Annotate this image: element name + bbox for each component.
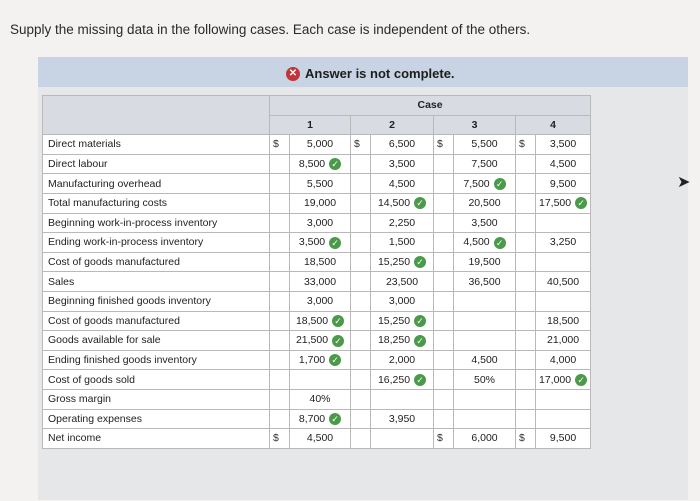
currency-cell <box>351 311 371 331</box>
case-1-input[interactable] <box>290 350 351 370</box>
case-4-input[interactable] <box>536 331 591 351</box>
case-4-input[interactable] <box>536 291 591 311</box>
check-icon: ✓ <box>575 374 587 386</box>
case-2-input[interactable] <box>371 154 434 174</box>
case-1-input[interactable] <box>290 233 351 253</box>
currency-cell <box>434 291 454 311</box>
cell-value: 40,500 <box>547 275 580 288</box>
case-2-input[interactable] <box>371 311 434 331</box>
case-4-input[interactable] <box>536 233 591 253</box>
row-label: Cost of goods sold <box>43 370 270 390</box>
case-1-input[interactable] <box>290 370 351 390</box>
table-row <box>43 154 591 174</box>
cell-value: 40% <box>309 393 331 406</box>
cell-value: 18,500 <box>303 256 337 269</box>
case-3-input[interactable] <box>454 193 516 213</box>
case-2-input[interactable] <box>371 389 434 409</box>
cell-value: 3,500 <box>471 216 498 229</box>
table-row <box>43 429 591 449</box>
check-icon: ✓ <box>414 197 426 209</box>
cell-value: 20,500 <box>468 197 501 210</box>
currency-cell <box>516 370 536 390</box>
case-2-input[interactable] <box>371 135 434 155</box>
mouse-pointer-icon: ➤ <box>677 174 691 191</box>
currency-cell <box>434 252 454 272</box>
cell-value: 2,000 <box>388 354 416 367</box>
cell-value: 15,250 <box>377 314 411 327</box>
currency-cell <box>270 193 290 213</box>
check-icon: ✓ <box>494 178 506 190</box>
case-1-input[interactable] <box>290 389 351 409</box>
case-1-input[interactable] <box>290 252 351 272</box>
case-1-input[interactable] <box>290 291 351 311</box>
row-label: Direct labour <box>43 154 270 174</box>
currency-cell <box>270 272 290 292</box>
cell-value: 18,500 <box>547 314 580 327</box>
case-1-input[interactable] <box>290 135 351 155</box>
check-icon: ✓ <box>329 413 341 425</box>
case-4-input[interactable] <box>536 213 591 233</box>
currency-cell <box>351 193 371 213</box>
header-case: Case <box>270 96 591 116</box>
cell-value: 4,500 <box>549 158 577 171</box>
cell-value: 33,000 <box>303 275 337 288</box>
cell-value: 18,250 <box>377 334 411 347</box>
cell-value: 18,500 <box>295 314 329 327</box>
row-label: Ending work-in-process inventory <box>43 233 270 253</box>
case-2-input[interactable] <box>371 429 434 449</box>
currency-cell <box>516 389 536 409</box>
cell-value: 9,500 <box>549 432 577 445</box>
currency-cell <box>351 233 371 253</box>
table-row <box>43 213 591 233</box>
currency-cell <box>270 370 290 390</box>
case-3-input[interactable] <box>454 291 516 311</box>
currency-cell: $ <box>434 135 454 155</box>
check-icon: ✓ <box>329 237 341 249</box>
case-4-input[interactable] <box>536 154 591 174</box>
currency-cell <box>434 370 454 390</box>
row-label: Ending finished goods inventory <box>43 350 270 370</box>
currency-cell: $ <box>434 429 454 449</box>
currency-cell <box>270 409 290 429</box>
currency-cell <box>516 213 536 233</box>
case-1-input[interactable] <box>290 331 351 351</box>
row-label: Beginning work-in-process inventory <box>43 213 270 233</box>
currency-cell <box>516 252 536 272</box>
cell-value: 8,500 <box>298 157 326 170</box>
case-1-input[interactable] <box>290 311 351 331</box>
case-2-input[interactable] <box>371 193 434 213</box>
cell-value: 17,500 <box>539 197 572 210</box>
answer-status-text: Answer is not complete. <box>305 66 455 81</box>
case-3-input[interactable] <box>454 409 516 429</box>
case-2-input[interactable] <box>371 291 434 311</box>
case-1-input[interactable] <box>290 409 351 429</box>
check-icon: ✓ <box>414 256 426 268</box>
case-4-input[interactable] <box>536 252 591 272</box>
case-4-input[interactable] <box>536 429 591 449</box>
currency-cell <box>351 252 371 272</box>
table-row <box>43 252 591 272</box>
currency-cell <box>270 331 290 351</box>
case-4-input[interactable] <box>536 193 591 213</box>
cell-value: 6,000 <box>471 432 498 445</box>
table-row <box>43 311 591 331</box>
case-4-input[interactable] <box>536 135 591 155</box>
case-4-input[interactable] <box>536 370 591 390</box>
case-2-input[interactable] <box>371 350 434 370</box>
currency-cell <box>351 350 371 370</box>
currency-cell <box>434 272 454 292</box>
case-1-input[interactable] <box>290 174 351 194</box>
case-2-input[interactable] <box>371 331 434 351</box>
currency-cell <box>516 409 536 429</box>
instructions-text: Supply the missing data in the following cases. Each case is independent of the others. <box>10 22 531 37</box>
currency-cell <box>351 272 371 292</box>
case-4-header: 4 <box>516 115 591 135</box>
currency-cell <box>270 213 290 233</box>
case-2-input[interactable] <box>371 233 434 253</box>
currency-cell <box>270 252 290 272</box>
cell-value: 4,500 <box>306 432 334 445</box>
cell-value: 3,000 <box>306 216 334 229</box>
table-row <box>43 233 591 253</box>
currency-cell <box>270 311 290 331</box>
case-2-input[interactable] <box>371 370 434 390</box>
currency-cell <box>351 213 371 233</box>
currency-cell <box>270 174 290 194</box>
cell-value: 5,500 <box>471 138 498 151</box>
case-4-input[interactable] <box>536 311 591 331</box>
case-3-input[interactable] <box>454 311 516 331</box>
check-icon: ✓ <box>329 354 341 366</box>
case-3-header: 3 <box>434 115 516 135</box>
currency-cell <box>434 389 454 409</box>
currency-cell <box>270 389 290 409</box>
currency-cell: $ <box>351 135 371 155</box>
cell-value: 19,500 <box>468 256 501 269</box>
currency-cell: $ <box>270 135 290 155</box>
currency-cell <box>434 409 454 429</box>
currency-cell <box>516 174 536 194</box>
case-3-input[interactable] <box>454 389 516 409</box>
currency-cell <box>516 331 536 351</box>
currency-cell <box>434 311 454 331</box>
case-2-input[interactable] <box>371 409 434 429</box>
cell-value: 36,500 <box>468 275 501 288</box>
row-label: Beginning finished goods inventory <box>43 291 270 311</box>
table-row <box>43 389 591 409</box>
row-label: Direct materials <box>43 135 270 155</box>
currency-cell <box>351 429 371 449</box>
case-3-input[interactable] <box>454 154 516 174</box>
row-label: Total manufacturing costs <box>43 193 270 213</box>
currency-cell <box>351 291 371 311</box>
check-icon: ✓ <box>414 315 426 327</box>
cell-value: 5,000 <box>306 138 334 151</box>
case-3-input[interactable] <box>454 429 516 449</box>
cell-value: 6,500 <box>388 138 416 151</box>
currency-cell <box>516 272 536 292</box>
currency-cell <box>351 174 371 194</box>
check-icon: ✓ <box>332 335 344 347</box>
currency-cell <box>351 409 371 429</box>
currency-cell <box>270 154 290 174</box>
currency-cell <box>516 291 536 311</box>
currency-cell <box>434 233 454 253</box>
case-3-input[interactable] <box>454 272 516 292</box>
case-3-input[interactable] <box>454 135 516 155</box>
currency-cell <box>434 174 454 194</box>
currency-cell <box>434 331 454 351</box>
cell-value: 15,250 <box>377 255 411 268</box>
cell-value: 23,500 <box>385 275 419 288</box>
case-3-input[interactable] <box>454 213 516 233</box>
case-4-input[interactable] <box>536 272 591 292</box>
cell-value: 3,500 <box>388 158 416 171</box>
table-row <box>43 272 591 292</box>
table-row <box>43 331 591 351</box>
row-label: Operating expenses <box>43 409 270 429</box>
case-1-input[interactable] <box>290 193 351 213</box>
currency-cell <box>434 154 454 174</box>
check-icon: ✓ <box>329 158 341 170</box>
case-1-input[interactable] <box>290 213 351 233</box>
check-icon: ✓ <box>414 374 426 386</box>
case-1-input[interactable] <box>290 272 351 292</box>
currency-cell <box>351 389 371 409</box>
cell-value: 3,000 <box>388 295 416 308</box>
case-2-input[interactable] <box>371 174 434 194</box>
cell-value: 4,500 <box>471 354 498 367</box>
cell-value: 1,500 <box>388 236 416 249</box>
cell-value: 17,000 <box>539 373 572 386</box>
currency-cell <box>516 311 536 331</box>
row-label: Manufacturing overhead <box>43 174 270 194</box>
currency-cell <box>516 193 536 213</box>
cell-value: 21,000 <box>547 334 580 347</box>
cell-value: 7,500 <box>463 177 490 190</box>
table-row <box>43 174 591 194</box>
cell-value: 14,500 <box>377 197 411 210</box>
cell-value: 3,500 <box>549 138 577 151</box>
row-label: Cost of goods manufactured <box>43 252 270 272</box>
currency-cell <box>434 213 454 233</box>
case-1-header: 1 <box>270 115 351 135</box>
row-label: Gross margin <box>43 389 270 409</box>
case-1-input[interactable] <box>290 429 351 449</box>
check-icon: ✓ <box>575 197 587 209</box>
table-row <box>43 135 591 155</box>
table-row <box>43 350 591 370</box>
cell-value: 9,500 <box>549 177 577 190</box>
case-3-input[interactable] <box>454 370 516 390</box>
cell-value: 7,500 <box>471 158 498 171</box>
cell-value: 2,250 <box>388 216 416 229</box>
cell-value: 3,500 <box>298 236 326 249</box>
cell-value: 8,700 <box>298 412 326 425</box>
cell-value: 3,950 <box>388 412 416 425</box>
currency-cell <box>516 154 536 174</box>
case-2-input[interactable] <box>371 213 434 233</box>
cell-value: 4,000 <box>549 354 577 367</box>
case-4-input[interactable] <box>536 409 591 429</box>
currency-cell <box>351 370 371 390</box>
cell-value: 5,500 <box>306 177 334 190</box>
check-icon: ✓ <box>494 237 506 249</box>
cell-value: 50% <box>473 373 495 386</box>
case-4-input[interactable] <box>536 389 591 409</box>
case-3-input[interactable] <box>454 252 516 272</box>
case-2-header: 2 <box>351 115 434 135</box>
cell-value: 4,500 <box>463 236 490 249</box>
cell-value: 1,700 <box>298 353 326 366</box>
currency-cell <box>270 350 290 370</box>
check-icon: ✓ <box>414 335 426 347</box>
case-2-input[interactable] <box>371 252 434 272</box>
currency-cell <box>434 193 454 213</box>
currency-cell: $ <box>270 429 290 449</box>
currency-cell <box>351 154 371 174</box>
cell-value: 3,000 <box>306 295 334 308</box>
currency-cell <box>516 233 536 253</box>
check-icon: ✓ <box>332 315 344 327</box>
cell-value: 21,500 <box>295 334 329 347</box>
case-2-input[interactable] <box>371 272 434 292</box>
answer-status <box>286 66 455 81</box>
row-label: Cost of goods manufactured <box>43 311 270 331</box>
cell-value: 19,000 <box>303 197 337 210</box>
currency-cell <box>434 350 454 370</box>
currency-cell <box>351 331 371 351</box>
case-3-input[interactable] <box>454 331 516 351</box>
case-4-input[interactable] <box>536 350 591 370</box>
cell-value: 4,500 <box>388 177 416 190</box>
case-3-input[interactable] <box>454 350 516 370</box>
currency-cell <box>270 233 290 253</box>
cell-value: 16,250 <box>377 373 411 386</box>
currency-cell <box>270 291 290 311</box>
currency-cell <box>516 350 536 370</box>
case-3-input[interactable] <box>454 174 516 194</box>
row-label: Sales <box>43 272 270 292</box>
currency-cell: $ <box>516 135 536 155</box>
table-row <box>43 409 591 429</box>
cases-table <box>42 95 591 449</box>
currency-cell: $ <box>516 429 536 449</box>
header-blank <box>43 96 270 135</box>
table-row <box>43 370 591 390</box>
x-circle-icon: ✕ <box>286 67 300 81</box>
row-label: Net income <box>43 429 270 449</box>
case-3-input[interactable] <box>454 233 516 253</box>
table-row <box>43 291 591 311</box>
table-row <box>43 193 591 213</box>
case-1-input[interactable] <box>290 154 351 174</box>
case-4-input[interactable] <box>536 174 591 194</box>
cell-value: 3,250 <box>549 236 577 249</box>
row-label: Goods available for sale <box>43 331 270 351</box>
